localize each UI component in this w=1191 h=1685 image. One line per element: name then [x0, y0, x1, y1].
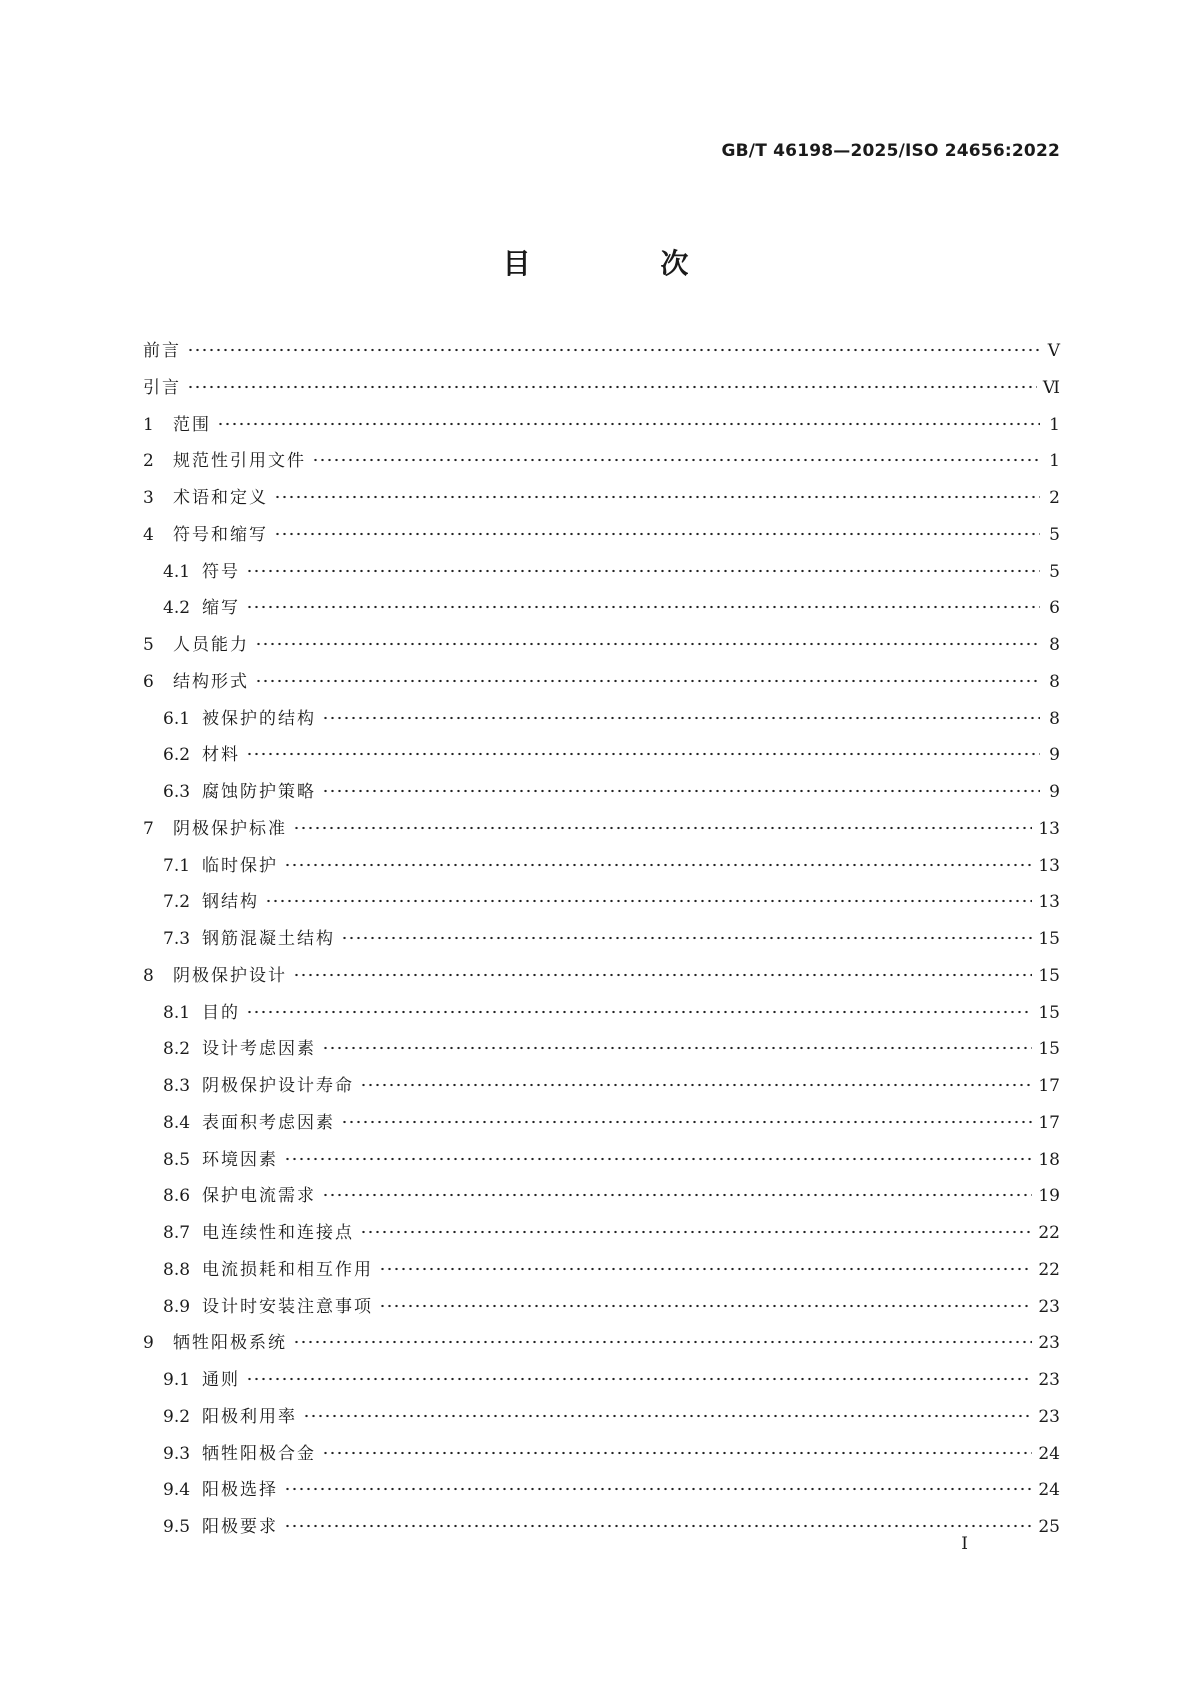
toc-entry-page: 13 — [1038, 855, 1060, 876]
toc-entry-number: 9 — [143, 1333, 154, 1354]
standard-number: GB/T 46198—2025/ISO 24656:2022 — [721, 141, 1060, 161]
toc-entry-number: 8.1 — [163, 1002, 191, 1023]
dot-leader — [322, 789, 1040, 793]
dot-leader — [187, 348, 1040, 352]
toc-entry[interactable] — [143, 1439, 1060, 1476]
toc-entry[interactable] — [143, 1181, 1060, 1218]
toc-entry-title: 符号 — [202, 561, 240, 582]
toc-entry-title: 前言 — [143, 341, 181, 361]
toc-entry-page: 1 — [1049, 414, 1060, 435]
toc-entry-number: 6 — [143, 671, 154, 692]
toc-entry-page: 18 — [1038, 1149, 1060, 1170]
dot-leader — [284, 863, 1032, 867]
toc-entry[interactable] — [143, 777, 1060, 814]
toc-entry-title: 表面积考虑因素 — [202, 1112, 335, 1133]
dot-leader — [293, 973, 1032, 977]
toc-entry-title: 阳极要求 — [202, 1517, 278, 1537]
toc-entry-page: 9 — [1049, 782, 1060, 802]
toc-entry-number: 2 — [143, 451, 154, 472]
toc-entry-page: 8 — [1049, 671, 1060, 692]
toc-entry[interactable] — [143, 373, 1060, 410]
toc-entry-page: 2 — [1049, 488, 1060, 508]
toc-entry-number: 8.2 — [163, 1039, 191, 1060]
toc-entry-page: 23 — [1038, 1406, 1060, 1427]
table-of-contents — [143, 336, 1060, 1549]
toc-entry-page: 22 — [1038, 1223, 1060, 1243]
toc-entry-number: 4.1 — [163, 561, 191, 582]
toc-entry[interactable] — [143, 924, 1060, 961]
toc-entry[interactable] — [143, 1145, 1060, 1182]
toc-entry[interactable] — [143, 1292, 1060, 1329]
toc-entry-title: 阴极保护标准 — [173, 818, 287, 839]
dot-leader — [379, 1304, 1032, 1308]
toc-entry-title: 保护电流需求 — [202, 1186, 316, 1207]
toc-entry-number: 7 — [143, 818, 154, 839]
toc-entry-title: 人员能力 — [173, 635, 249, 655]
toc-entry[interactable] — [143, 1108, 1060, 1145]
toc-entry-title: 腐蚀防护策略 — [202, 782, 316, 802]
toc-entry-title: 规范性引用文件 — [173, 451, 306, 472]
dot-leader — [293, 826, 1032, 830]
toc-entry-title: 牺牲阳极合金 — [202, 1443, 316, 1464]
dot-leader — [379, 1267, 1032, 1271]
dot-leader — [341, 1120, 1032, 1124]
toc-entry-page: 6 — [1049, 598, 1060, 619]
dot-leader — [217, 422, 1040, 426]
toc-entry-title: 结构形式 — [173, 671, 249, 692]
toc-entry-page: 13 — [1038, 818, 1060, 839]
dot-leader — [322, 1046, 1032, 1050]
toc-entry-title: 材料 — [202, 745, 240, 766]
toc-entry[interactable] — [143, 520, 1060, 557]
toc-entry[interactable] — [143, 1475, 1060, 1512]
toc-entry-number: 9.5 — [163, 1517, 191, 1537]
toc-entry-page: 15 — [1038, 965, 1060, 986]
dot-leader — [246, 569, 1040, 573]
toc-entry[interactable] — [143, 336, 1060, 373]
dot-leader — [246, 1377, 1032, 1381]
toc-entry-number: 7.1 — [163, 855, 191, 876]
toc-entry[interactable] — [143, 410, 1060, 447]
toc-entry[interactable] — [143, 483, 1060, 520]
toc-entry-title: 被保护的结构 — [202, 708, 316, 729]
toc-entry-number: 4 — [143, 524, 154, 545]
toc-entry-page: 5 — [1049, 561, 1060, 582]
dot-leader — [187, 385, 1037, 389]
dot-leader — [284, 1487, 1032, 1491]
toc-entry[interactable] — [143, 1255, 1060, 1292]
dot-leader — [322, 1451, 1032, 1455]
toc-entry-page: 1 — [1049, 451, 1060, 472]
toc-entry-title: 环境因素 — [202, 1149, 278, 1170]
dot-leader — [322, 1193, 1032, 1197]
toc-entry-title: 缩写 — [202, 598, 240, 619]
toc-entry-page: 25 — [1038, 1517, 1060, 1537]
toc-entry[interactable] — [143, 1218, 1060, 1255]
toc-entry[interactable] — [143, 851, 1060, 888]
toc-entry[interactable] — [143, 1034, 1060, 1071]
dot-leader — [303, 1414, 1032, 1418]
toc-entry-number: 9.3 — [163, 1443, 191, 1464]
dot-leader — [274, 495, 1040, 499]
dot-leader — [322, 716, 1040, 720]
toc-entry-number: 8.5 — [163, 1149, 191, 1170]
dot-leader — [312, 458, 1040, 462]
dot-leader — [255, 679, 1040, 683]
toc-entry[interactable] — [143, 704, 1060, 741]
toc-entry-number: 9.2 — [163, 1406, 191, 1427]
toc-entry-title: 钢结构 — [202, 892, 259, 913]
toc-entry-number: 1 — [143, 414, 154, 435]
toc-entry-number: 8.9 — [163, 1296, 191, 1317]
toc-entry[interactable] — [143, 1365, 1060, 1402]
toc-entry-number: 6.1 — [163, 708, 191, 729]
toc-entry-page: 9 — [1049, 745, 1060, 766]
toc-entry-page: 24 — [1038, 1480, 1060, 1501]
toc-entry-page: 15 — [1038, 1039, 1060, 1060]
page-title: 目 次 — [502, 247, 749, 280]
dot-leader — [274, 532, 1040, 536]
toc-entry[interactable] — [143, 961, 1060, 998]
toc-entry-page: 17 — [1038, 1076, 1060, 1096]
toc-entry-page: 19 — [1038, 1186, 1060, 1207]
toc-entry-title: 术语和定义 — [173, 488, 268, 508]
toc-entry-title: 电流损耗和相互作用 — [202, 1259, 373, 1280]
toc-entry-number: 6.3 — [163, 782, 191, 802]
toc-entry-title: 范围 — [173, 414, 211, 435]
toc-entry-number: 8 — [143, 965, 154, 986]
dot-leader — [360, 1083, 1032, 1087]
dot-leader — [284, 1524, 1032, 1528]
toc-entry-page: 8 — [1049, 635, 1060, 655]
dot-leader — [246, 752, 1040, 756]
toc-entry[interactable] — [143, 998, 1060, 1035]
toc-entry-page: 15 — [1038, 929, 1060, 949]
toc-entry-page: Ⅴ — [1047, 341, 1060, 361]
dot-leader — [246, 605, 1040, 609]
toc-entry-title: 电连续性和连接点 — [202, 1223, 354, 1243]
toc-entry-page: 22 — [1038, 1259, 1060, 1280]
toc-entry-number: 4.2 — [163, 598, 191, 619]
toc-entry[interactable] — [143, 446, 1060, 483]
toc-entry[interactable] — [143, 1512, 1060, 1549]
dot-leader — [360, 1230, 1032, 1234]
toc-entry-title: 临时保护 — [202, 855, 278, 876]
toc-entry[interactable] — [143, 740, 1060, 777]
dot-leader — [284, 1157, 1032, 1161]
toc-entry-page: 17 — [1038, 1112, 1060, 1133]
toc-entry-number: 7.3 — [163, 929, 191, 949]
toc-entry-title: 阳极利用率 — [202, 1406, 297, 1427]
toc-entry-page: 13 — [1038, 892, 1060, 913]
toc-entry-page: 24 — [1038, 1443, 1060, 1464]
toc-entry-title: 设计考虑因素 — [202, 1039, 316, 1060]
toc-entry-number: 8.3 — [163, 1076, 191, 1096]
toc-entry-page: 23 — [1038, 1333, 1060, 1354]
toc-entry-title: 钢筋混凝土结构 — [202, 929, 335, 949]
page-number: Ⅰ — [961, 1534, 968, 1554]
toc-entry-title: 目的 — [202, 1002, 240, 1023]
toc-entry-title: 通则 — [202, 1370, 240, 1390]
dot-leader — [293, 1340, 1032, 1344]
toc-entry-title: 设计时安装注意事项 — [202, 1296, 373, 1317]
toc-entry-page: 8 — [1049, 708, 1060, 729]
toc-entry-title: 牺牲阳极系统 — [173, 1333, 287, 1354]
toc-entry-page: 23 — [1038, 1296, 1060, 1317]
dot-leader — [341, 936, 1032, 940]
dot-leader — [246, 1010, 1032, 1014]
toc-entry-page: 15 — [1038, 1002, 1060, 1023]
toc-entry-title: 引言 — [143, 377, 181, 398]
toc-entry-title: 阴极保护设计寿命 — [202, 1076, 354, 1096]
toc-entry[interactable] — [143, 667, 1060, 704]
toc-entry-title: 符号和缩写 — [173, 524, 268, 545]
toc-entry[interactable] — [143, 630, 1060, 667]
toc-entry[interactable] — [143, 887, 1060, 924]
toc-entry-number: 6.2 — [163, 745, 191, 766]
toc-entry[interactable] — [143, 593, 1060, 630]
toc-entry[interactable] — [143, 1402, 1060, 1439]
toc-entry-page: 5 — [1049, 524, 1060, 545]
toc-entry[interactable] — [143, 1328, 1060, 1365]
toc-entry-number: 9.4 — [163, 1480, 191, 1501]
toc-entry[interactable] — [143, 814, 1060, 851]
toc-entry-number: 5 — [143, 635, 154, 655]
toc-entry-number: 8.4 — [163, 1112, 191, 1133]
toc-entry-page: 23 — [1038, 1370, 1060, 1390]
dot-leader — [265, 899, 1032, 903]
toc-entry-title: 阳极选择 — [202, 1480, 278, 1501]
toc-entry-number: 8.7 — [163, 1223, 191, 1243]
toc-entry-number: 7.2 — [163, 892, 191, 913]
toc-entry[interactable] — [143, 557, 1060, 594]
toc-entry-number: 3 — [143, 488, 154, 508]
toc-entry-page: Ⅵ — [1042, 377, 1060, 398]
toc-entry-number: 8.6 — [163, 1186, 191, 1207]
toc-entry-number: 8.8 — [163, 1259, 191, 1280]
toc-entry-number: 9.1 — [163, 1370, 191, 1390]
toc-entry[interactable] — [143, 1071, 1060, 1108]
toc-entry-title: 阴极保护设计 — [173, 965, 287, 986]
dot-leader — [255, 642, 1040, 646]
